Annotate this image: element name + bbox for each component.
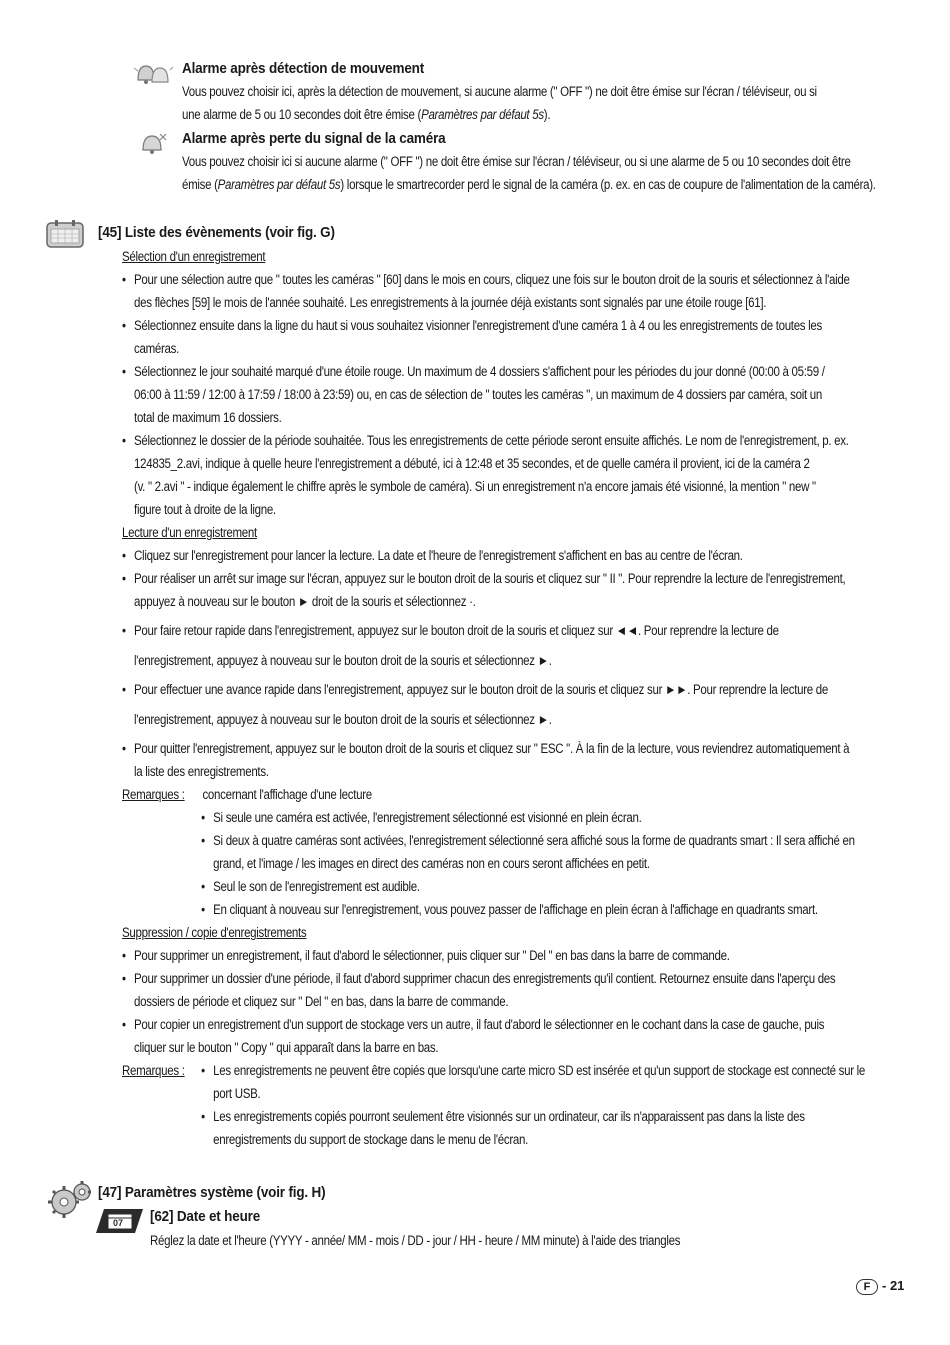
list-item: [201, 829, 909, 875]
text-line: • Seul le son de l'enregistrement est audible.: [213, 879, 420, 894]
text-line: dossiers de période et cliquez sur " Del " en bas, dans la barre de commande.: [134, 994, 509, 1009]
text-line: • Pour faire retour rapide dans l'enregistrement, appuyez sur le bouton droit de la souris et cliquez sur ◄◄. Pour reprendre la lecture de: [134, 623, 779, 638]
text-run: ) lorsque le smartrecorder perd le signal de la caméra (p. ex. en cas de coupure de l'alimentation de la caméra).: [340, 177, 876, 192]
text-run: une alarme de 5 ou 10 secondes doit être émise (: [182, 107, 422, 122]
italic-text: Paramètres par défaut 5s: [421, 107, 544, 122]
remarks-intro: concernant l'affichage d'une lecture: [202, 787, 372, 802]
calendar-icon: [46, 220, 84, 253]
list-item: [122, 944, 909, 967]
text-line: l'enregistrement, appuyez à nouveau sur le bouton droit de la souris et sélectionnez ►.: [134, 712, 552, 727]
list-item: [122, 1013, 909, 1059]
section-62-body: Réglez la date et l'heure (YYYY - année/ MM - mois / DD - jour / HH - heure / MM minute) à l'aide des triangles: [150, 1233, 681, 1248]
text-line: • Pour supprimer un enregistrement, il faut d'abord le sélectionner, puis cliquer sur " Del " en bas dans la barre de commande.: [134, 948, 730, 963]
section-45-body: [122, 245, 909, 1151]
date-time-icon: [94, 1208, 144, 1234]
text-line: • Si seule une caméra est activée, l'enregistrement sélectionné est visionné en plein écran.: [213, 810, 642, 825]
text-line: • Pour effectuer une avance rapide dans l'enregistrement, appuyez sur le bouton droit de la souris et cliquez sur ►►. Pour reprendre la lecture de: [134, 682, 828, 697]
text-line: • Pour quitter l'enregistrement, appuyez sur le bouton droit de la souris et cliquez sur " ESC ". À la fin de la lecture, vous reviendrez automatiquement à: [134, 741, 850, 756]
text-run: ).: [543, 107, 551, 122]
text-line: total de maximum 16 dossiers.: [134, 410, 282, 425]
remarks-list: [122, 1059, 909, 1151]
list-item: [122, 544, 909, 567]
text-line: • Pour une sélection autre que " toutes les caméras " [60] dans le mois en cours, cliquez une fois sur le bouton droit de la souris et sélectionnez à l'aide: [134, 272, 850, 287]
subheading-playback: Lecture d'un enregistrement: [122, 525, 257, 540]
text-line: • Pour réaliser un arrêt sur image sur l'écran, appuyez sur le bouton droit de la souris et cliquez sur " II ". Pour reprendre la lecture de l'enregistrement,: [134, 571, 846, 586]
text-line: (v. " 2.avi " - indique également le chiffre après le symbole de caméra). Si un enregistrement n'a encore jamais été visionné, la mention " new ": [134, 479, 816, 494]
language-badge: F: [856, 1279, 878, 1295]
text-line: l'enregistrement, appuyez à nouveau sur le bouton droit de la souris et sélectionnez ►.: [134, 653, 552, 668]
text-line: des flèches [59] le mois de l'année souhaité. Les enregistrements à la journée déjà existants sont signalés par une étoile rouge [61].: [134, 295, 767, 310]
text-line: cliquer sur le bouton " Copy " qui apparaît dans la barre en bas.: [134, 1040, 439, 1055]
remarks-label: Remarques :: [122, 1063, 185, 1078]
remarks-2-block: [122, 1059, 909, 1151]
text-run: émise (: [182, 177, 218, 192]
italic-text: Paramètres par défaut 5s: [217, 177, 341, 192]
text-line: Vous pouvez choisir ici si aucune alarme (" OFF ") ne doit être émise sur l'écran / téléviseur, ou si une alarme de 5 ou 10 secondes doit être: [182, 154, 851, 169]
text-line: • Pour copier un enregistrement d'un support de stockage vers un autre, il faut d'abord le sélectionner en le cochant dans la case de gauche, puis: [134, 1017, 825, 1032]
alarm-signal-icon: [138, 130, 168, 163]
text-line: • En cliquant à nouveau sur l'enregistrement, vous pouvez passer de l'affichage en plein écran à l'affichage en quadrants smart.: [213, 902, 818, 917]
section-62-title: [62] Date et heure: [150, 1208, 261, 1225]
text-line: • Sélectionnez le dossier de la période souhaitée. Tous les enregistrements de cette période seront ensuite affichés. Le nom de l'enregistrement, p. ex.: [134, 433, 849, 448]
list-item: [122, 737, 909, 783]
text-line: caméras.: [134, 341, 180, 356]
list-item: [201, 1059, 909, 1105]
text-line: la liste des enregistrements.: [134, 764, 269, 779]
alarm-signal-title: Alarme après perte du signal de la caméra: [182, 130, 446, 147]
text-line: 124835_2.avi, indique à quelle heure l'enregistrement a débuté, ici à 12:48 et 35 secondes, et de quelle caméra il provient, ici de la caméra 2: [134, 456, 810, 471]
date-icon-text: 07: [113, 1218, 124, 1228]
text-line: • Pour supprimer un dossier d'une période, il faut d'abord supprimer chacun des enregistrements qu'il contient. Retournez ensuite dans l'aperçu des: [134, 971, 836, 986]
subheading-delete-copy: Suppression / copie d'enregistrements: [122, 925, 307, 940]
list-item: [122, 314, 909, 360]
text-line: [182, 103, 909, 126]
list-item: [122, 360, 909, 429]
text-line: appuyez à nouveau sur le bouton ► droit de la souris et sélectionnez ·.: [134, 594, 476, 609]
text-line: • Sélectionnez ensuite dans la ligne du haut si vous souhaitez visionner l'enregistrement d'une caméra 1 à 4 ou les enregistrements de toutes les: [134, 318, 822, 333]
remarks-line: [122, 783, 909, 806]
remarks-list: [122, 806, 909, 921]
text-line: Vous pouvez choisir ici, après la détection de mouvement, si aucune alarme (" OFF ") ne doit être émise sur l'écran / téléviseur, ou si: [182, 84, 817, 99]
text-line: [182, 173, 909, 196]
text-line: port USB.: [213, 1086, 261, 1101]
text-line: 06:00 à 11:59 / 12:00 à 17:59 / 18:00 à 23:59) ou, en cas de sélection de " toutes les caméras ", un maximum de 4 dossiers par caméra, soit un: [134, 387, 822, 402]
text-line: enregistrements du support de stockage dans le menu de l'écran.: [213, 1132, 529, 1147]
text-line: figure tout à droite de la ligne.: [134, 502, 276, 517]
section-45-title: [45] Liste des évènements (voir fig. G): [98, 224, 335, 241]
list-item: [122, 567, 909, 613]
list-item: [122, 678, 909, 731]
text-line: • Les enregistrements ne peuvent être copiés que lorsqu'une carte micro SD est insérée et qu'un support de stockage est connecté sur le: [213, 1063, 866, 1078]
text-line: grand, et l'image / les images en direct des caméras non en cours seront affichées en petit.: [213, 856, 650, 871]
list-item: [122, 429, 909, 521]
text-line: • Si deux à quatre caméras sont activées, l'enregistrement sélectionné sera affiché sous la forme de quadrants smart : Il sera affiché en: [213, 833, 855, 848]
subheading-selection: Sélection d'un enregistrement: [122, 249, 266, 264]
remarks-label: Remarques :: [122, 787, 185, 802]
text-line: • Cliquez sur l'enregistrement pour lancer la lecture. La date et l'heure de l'enregistrement s'affichent en bas au centre de l'écran.: [134, 548, 743, 563]
alarm-bell-icon: [132, 58, 174, 95]
list-item: [122, 619, 909, 672]
alarm-motion-title: Alarme après détection de mouvement: [182, 60, 425, 77]
list-item: [201, 875, 909, 898]
text-line: • Les enregistrements copiés pourront seulement être visionnés sur un ordinateur, car ils n'apparaissent pas dans la liste des: [213, 1109, 805, 1124]
text-line: • Sélectionnez le jour souhaité marqué d'une étoile rouge. Un maximum de 4 dossiers s'affichent pour les périodes du jour donné (00:00 à 05:59 /: [134, 364, 825, 379]
list-item: [201, 898, 909, 921]
alarm-motion-body: [182, 80, 909, 126]
list-item: [122, 268, 909, 314]
list-item: [201, 1105, 909, 1151]
gears-icon: [44, 1178, 94, 1229]
page-number: [856, 1278, 904, 1295]
alarm-signal-body: [182, 150, 909, 196]
list-item: [122, 967, 909, 1013]
page-number-text: - 21: [882, 1278, 905, 1293]
list-item: [201, 806, 909, 829]
section-47-title: [47] Paramètres système (voir fig. H): [98, 1184, 326, 1201]
